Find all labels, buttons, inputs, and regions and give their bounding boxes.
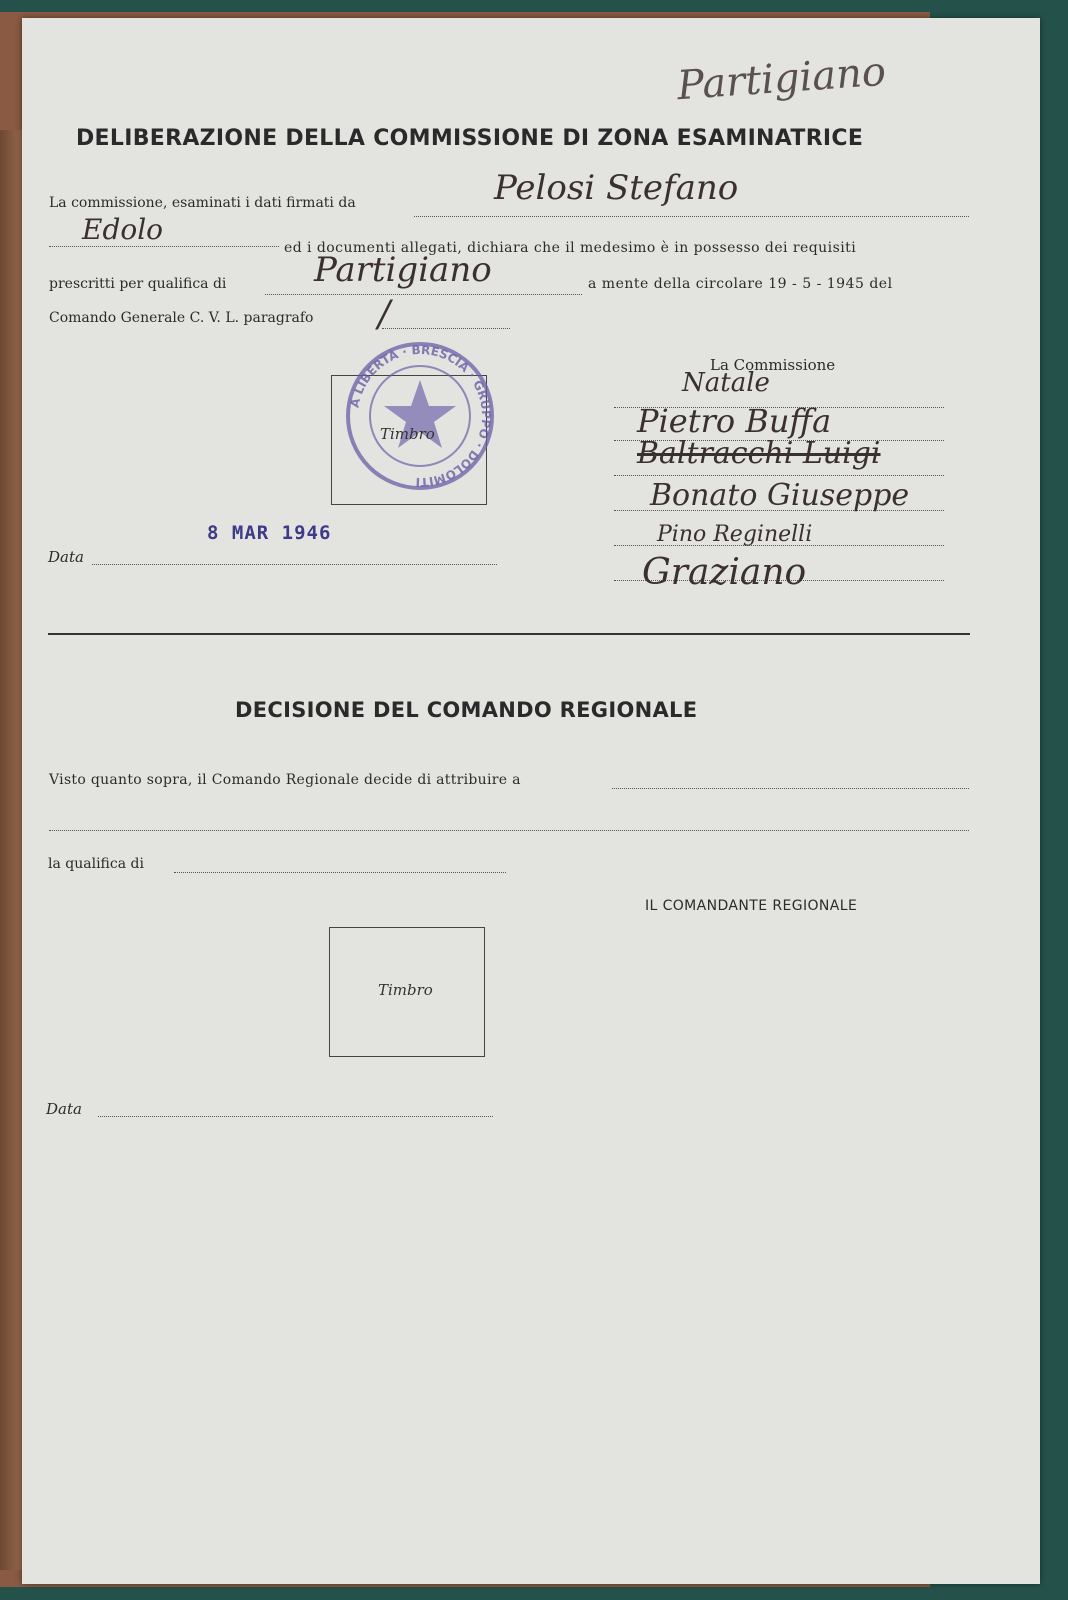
qualifica-line (265, 294, 582, 295)
date-line (92, 564, 497, 565)
name-line (414, 216, 969, 217)
regional-title: DECISIONE DEL COMANDO REGIONALE (235, 698, 698, 722)
handwritten-place: Edolo (82, 213, 164, 246)
signature-1: Natale (682, 368, 770, 398)
handwritten-name: Pelosi Stefano (494, 168, 739, 208)
commission-text-1: La commissione, esaminati i dati firmati da (49, 195, 356, 211)
top-annotation: Partigiano (675, 48, 888, 110)
regional-data-label: Data (46, 1100, 82, 1118)
commission-signature-label: La Commissione (710, 356, 836, 374)
signature-2: Pietro Buffa (637, 402, 832, 440)
regional-text-2: la qualifica di (48, 856, 144, 872)
commission-text-5: Comando Generale C. V. L. paragrafo (49, 310, 314, 326)
paragrafo-line (382, 328, 510, 329)
date-stamp: 8 MAR 1946 (207, 522, 332, 544)
commission-text-2: ed i documenti allegati, dichiara che il medesimo è in possesso dei requisiti (284, 240, 857, 256)
regional-qualifica-line (174, 872, 506, 873)
commission-text-3: prescritti per qualifica di (49, 276, 227, 292)
signature-5: Pino Reginelli (657, 522, 813, 547)
document-page (22, 18, 1040, 1584)
attribuire-line (612, 788, 969, 789)
svg-text:A LIBERTÀ · BRESCIA · GRUPPO ·: A LIBERTÀ · BRESCIA · GRUPPO · DOLOMITI (347, 342, 494, 490)
place-line (49, 246, 279, 247)
handwritten-qualifica: Partigiano (314, 250, 492, 290)
regional-date-line (98, 1116, 493, 1117)
folder-edge (0, 130, 24, 1570)
handwritten-paragrafo: / (378, 294, 391, 335)
regional-commander: IL COMANDANTE REGIONALE (645, 898, 858, 914)
regional-stamp-label: Timbro (378, 981, 433, 999)
signature-4: Bonato Giuseppe (650, 478, 910, 513)
signature-6: Graziano (642, 552, 807, 593)
stamp-label: Timbro (380, 425, 435, 443)
signature-3: Baltracchi Luigi (637, 436, 881, 471)
regional-text-1: Visto quanto sopra, il Comando Regionale decide di attribuire a (49, 772, 521, 788)
data-label: Data (48, 548, 84, 566)
signature-line-3 (614, 475, 944, 476)
section-separator (48, 633, 970, 635)
commission-title: DELIBERAZIONE DELLA COMMISSIONE DI ZONA ESAMINATRICE (76, 126, 864, 151)
attribuire-line-2 (49, 830, 969, 831)
commission-text-4: a mente della circolare 19 - 5 - 1945 del (588, 276, 893, 292)
seal-stamp-icon (340, 336, 500, 496)
